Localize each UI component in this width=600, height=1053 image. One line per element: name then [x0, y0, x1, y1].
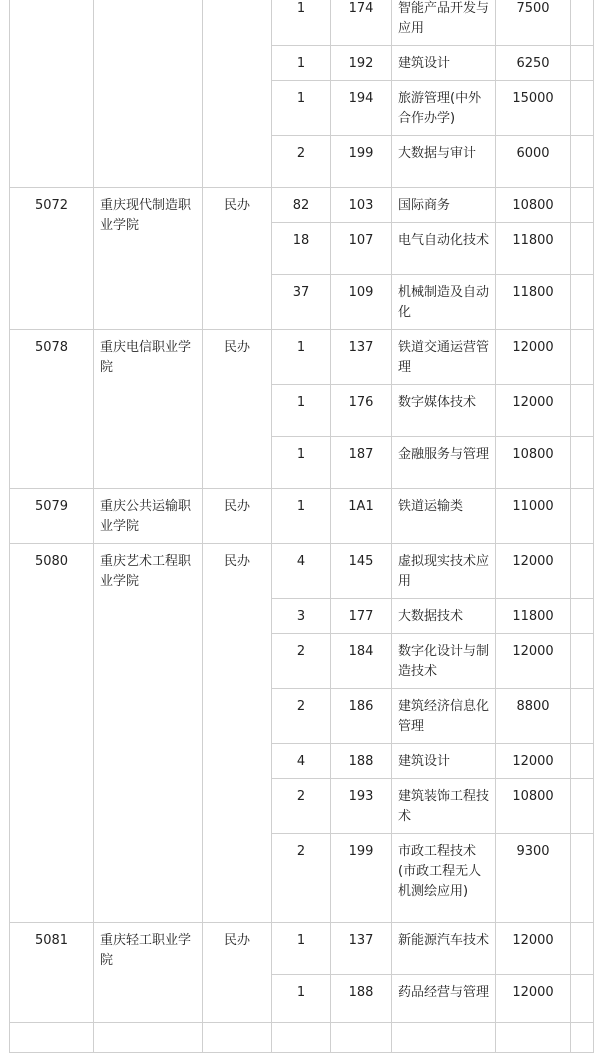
major-code-cell: 199 — [331, 834, 392, 923]
plan-count-cell: 3 — [272, 599, 331, 634]
school-type-cell: 民办 — [203, 489, 272, 544]
plan-count-cell: 4 — [272, 744, 331, 779]
empty-cell — [331, 1023, 392, 1053]
plan-count-cell: 1 — [272, 0, 331, 46]
major-code-cell: 194 — [331, 81, 392, 136]
school-name-cell: 重庆艺术工程职业学院 — [94, 544, 203, 923]
plan-count-cell: 2 — [272, 634, 331, 689]
school-type-cell: 民办 — [203, 188, 272, 330]
table-row — [10, 0, 594, 46]
major-name-cell: 智能产品开发与应用 — [392, 0, 496, 46]
tuition-cell: 10800 — [496, 188, 571, 223]
major-name-cell: 数字化设计与制造技术 — [392, 634, 496, 689]
plan-count-cell: 4 — [272, 544, 331, 599]
school-name-cell: 重庆电信职业学院 — [94, 330, 203, 489]
school-type-cell — [203, 0, 272, 188]
plan-count-cell: 2 — [272, 136, 331, 188]
plan-count-cell: 2 — [272, 834, 331, 923]
major-code-cell: 103 — [331, 188, 392, 223]
major-name-cell: 建筑装饰工程技术 — [392, 779, 496, 834]
edge-cell — [571, 923, 594, 975]
school-code-cell: 5081 — [10, 923, 94, 1023]
tuition-cell: 12000 — [496, 744, 571, 779]
major-code-cell: 188 — [331, 744, 392, 779]
plan-count-cell: 1 — [272, 330, 331, 385]
school-name-cell: 重庆轻工职业学院 — [94, 923, 203, 1023]
major-code-cell: 186 — [331, 689, 392, 744]
major-code-cell: 184 — [331, 634, 392, 689]
empty-cell — [272, 1023, 331, 1053]
major-code-cell: 137 — [331, 923, 392, 975]
major-code-cell: 109 — [331, 275, 392, 330]
major-code-cell: 176 — [331, 385, 392, 437]
plan-count-cell: 82 — [272, 188, 331, 223]
school-name-cell — [94, 0, 203, 188]
plan-count-cell: 1 — [272, 437, 331, 489]
major-name-cell: 旅游管理(中外合作办学) — [392, 81, 496, 136]
plan-count-cell: 1 — [272, 385, 331, 437]
major-name-cell: 国际商务 — [392, 188, 496, 223]
empty-cell — [571, 1023, 594, 1053]
table-row — [10, 923, 594, 975]
plan-count-cell: 2 — [272, 779, 331, 834]
edge-cell — [571, 81, 594, 136]
edge-cell — [571, 437, 594, 489]
major-name-cell: 数字媒体技术 — [392, 385, 496, 437]
edge-cell — [571, 223, 594, 275]
major-code-cell: 107 — [331, 223, 392, 275]
plan-count-cell: 2 — [272, 689, 331, 744]
major-code-cell: 177 — [331, 599, 392, 634]
empty-cell — [496, 1023, 571, 1053]
plan-count-cell: 1 — [272, 923, 331, 975]
major-code-cell: 174 — [331, 0, 392, 46]
school-type-cell: 民办 — [203, 330, 272, 489]
tuition-cell: 11000 — [496, 489, 571, 544]
major-code-cell: 137 — [331, 330, 392, 385]
major-name-cell: 大数据与审计 — [392, 136, 496, 188]
empty-cell — [392, 1023, 496, 1053]
edge-cell — [571, 188, 594, 223]
plan-count-cell: 1 — [272, 489, 331, 544]
empty-cell — [10, 1023, 94, 1053]
major-code-cell: 187 — [331, 437, 392, 489]
major-name-cell: 市政工程技术(市政工程无人机测绘应用) — [392, 834, 496, 923]
school-code-cell: 5078 — [10, 330, 94, 489]
tuition-cell: 15000 — [496, 81, 571, 136]
table-row — [10, 188, 594, 223]
major-name-cell: 大数据技术 — [392, 599, 496, 634]
tuition-cell: 12000 — [496, 330, 571, 385]
major-code-cell: 199 — [331, 136, 392, 188]
school-code-cell: 5080 — [10, 544, 94, 923]
major-name-cell: 建筑经济信息化管理 — [392, 689, 496, 744]
tuition-cell: 12000 — [496, 544, 571, 599]
major-name-cell: 机械制造及自动化 — [392, 275, 496, 330]
admissions-table — [9, 0, 594, 1053]
major-code-cell: 145 — [331, 544, 392, 599]
plan-count-cell: 18 — [272, 223, 331, 275]
plan-count-cell: 1 — [272, 81, 331, 136]
edge-cell — [571, 689, 594, 744]
edge-cell — [571, 330, 594, 385]
table-row — [10, 330, 594, 385]
major-name-cell: 新能源汽车技术 — [392, 923, 496, 975]
school-name-cell: 重庆现代制造职业学院 — [94, 188, 203, 330]
tuition-cell: 11800 — [496, 223, 571, 275]
major-name-cell: 电气自动化技术 — [392, 223, 496, 275]
tuition-cell: 11800 — [496, 275, 571, 330]
school-type-cell: 民办 — [203, 544, 272, 923]
edge-cell — [571, 46, 594, 81]
edge-cell — [571, 385, 594, 437]
plan-count-cell: 1 — [272, 975, 331, 1023]
school-type-cell: 民办 — [203, 923, 272, 1023]
plan-count-cell: 37 — [272, 275, 331, 330]
tuition-cell: 7500 — [496, 0, 571, 46]
table-body — [10, 0, 594, 1053]
tuition-cell: 12000 — [496, 634, 571, 689]
major-name-cell: 药品经营与管理 — [392, 975, 496, 1023]
major-name-cell: 铁道运输类 — [392, 489, 496, 544]
tuition-cell: 12000 — [496, 385, 571, 437]
tuition-cell: 12000 — [496, 923, 571, 975]
school-code-cell — [10, 0, 94, 188]
tuition-cell: 12000 — [496, 975, 571, 1023]
school-code-cell: 5079 — [10, 489, 94, 544]
tuition-cell: 11800 — [496, 599, 571, 634]
edge-cell — [571, 136, 594, 188]
tuition-cell: 8800 — [496, 689, 571, 744]
major-name-cell: 建筑设计 — [392, 46, 496, 81]
tuition-cell: 6000 — [496, 136, 571, 188]
tuition-cell: 10800 — [496, 779, 571, 834]
major-name-cell: 铁道交通运营管理 — [392, 330, 496, 385]
major-code-cell: 193 — [331, 779, 392, 834]
table-row — [10, 489, 594, 544]
tuition-cell: 9300 — [496, 834, 571, 923]
major-code-cell: 188 — [331, 975, 392, 1023]
edge-cell — [571, 975, 594, 1023]
edge-cell — [571, 0, 594, 46]
school-code-cell: 5072 — [10, 188, 94, 330]
edge-cell — [571, 634, 594, 689]
edge-cell — [571, 489, 594, 544]
edge-cell — [571, 834, 594, 923]
major-name-cell: 金融服务与管理 — [392, 437, 496, 489]
edge-cell — [571, 779, 594, 834]
table-row — [10, 544, 594, 599]
major-name-cell: 建筑设计 — [392, 744, 496, 779]
edge-cell — [571, 599, 594, 634]
empty-cell — [94, 1023, 203, 1053]
tuition-cell: 6250 — [496, 46, 571, 81]
school-name-cell: 重庆公共运输职业学院 — [94, 489, 203, 544]
major-code-cell: 192 — [331, 46, 392, 81]
tuition-cell: 10800 — [496, 437, 571, 489]
table-row-partial — [10, 1023, 594, 1053]
edge-cell — [571, 275, 594, 330]
plan-count-cell: 1 — [272, 46, 331, 81]
major-name-cell: 虚拟现实技术应用 — [392, 544, 496, 599]
major-code-cell: 1A1 — [331, 489, 392, 544]
edge-cell — [571, 744, 594, 779]
edge-cell — [571, 544, 594, 599]
empty-cell — [203, 1023, 272, 1053]
